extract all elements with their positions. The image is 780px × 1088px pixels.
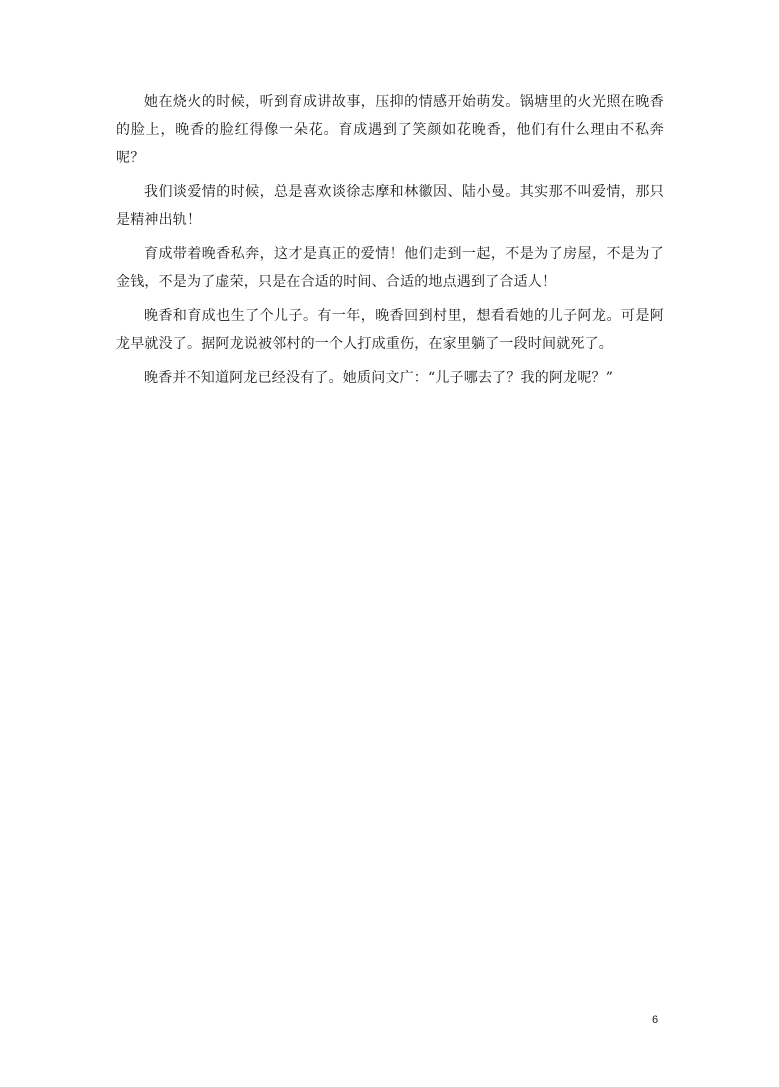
paragraph: 晚香和育成也生了个儿子。有一年，晚香回到村里，想看看她的儿子阿龙。可是阿龙早就没了。据阿龙说被邻村的一个人打成重伤，在家里躺了一段时间就死了。 [116, 308, 664, 352]
document-body [116, 88, 664, 398]
paragraph: 她在烧火的时候，听到育成讲故事，压抑的情感开始萌发。锅塘里的火光照在晚香的脸上，晚香的脸红得像一朵花。育成遇到了笑颜如花晚香，他们有什么理由不私奔呢？ [116, 94, 664, 166]
paragraph: 我们谈爱情的时候，总是喜欢谈徐志摩和林徽因、陆小曼。其实那不叫爱情，那只是精神出轨！ [116, 184, 664, 228]
page-number: 6 [652, 1014, 659, 1026]
paragraph: 晚香并不知道阿龙已经没有了。她质问文广：“儿子哪去了？我的阿龙呢？” [144, 370, 614, 386]
paragraph: 育成带着晚香私奔，这才是真正的爱情！他们走到一起，不是为了房屋，不是为了金钱，不是为了虚荣，只是在合适的时间、合适的地点遇到了合适人！ [116, 246, 664, 290]
